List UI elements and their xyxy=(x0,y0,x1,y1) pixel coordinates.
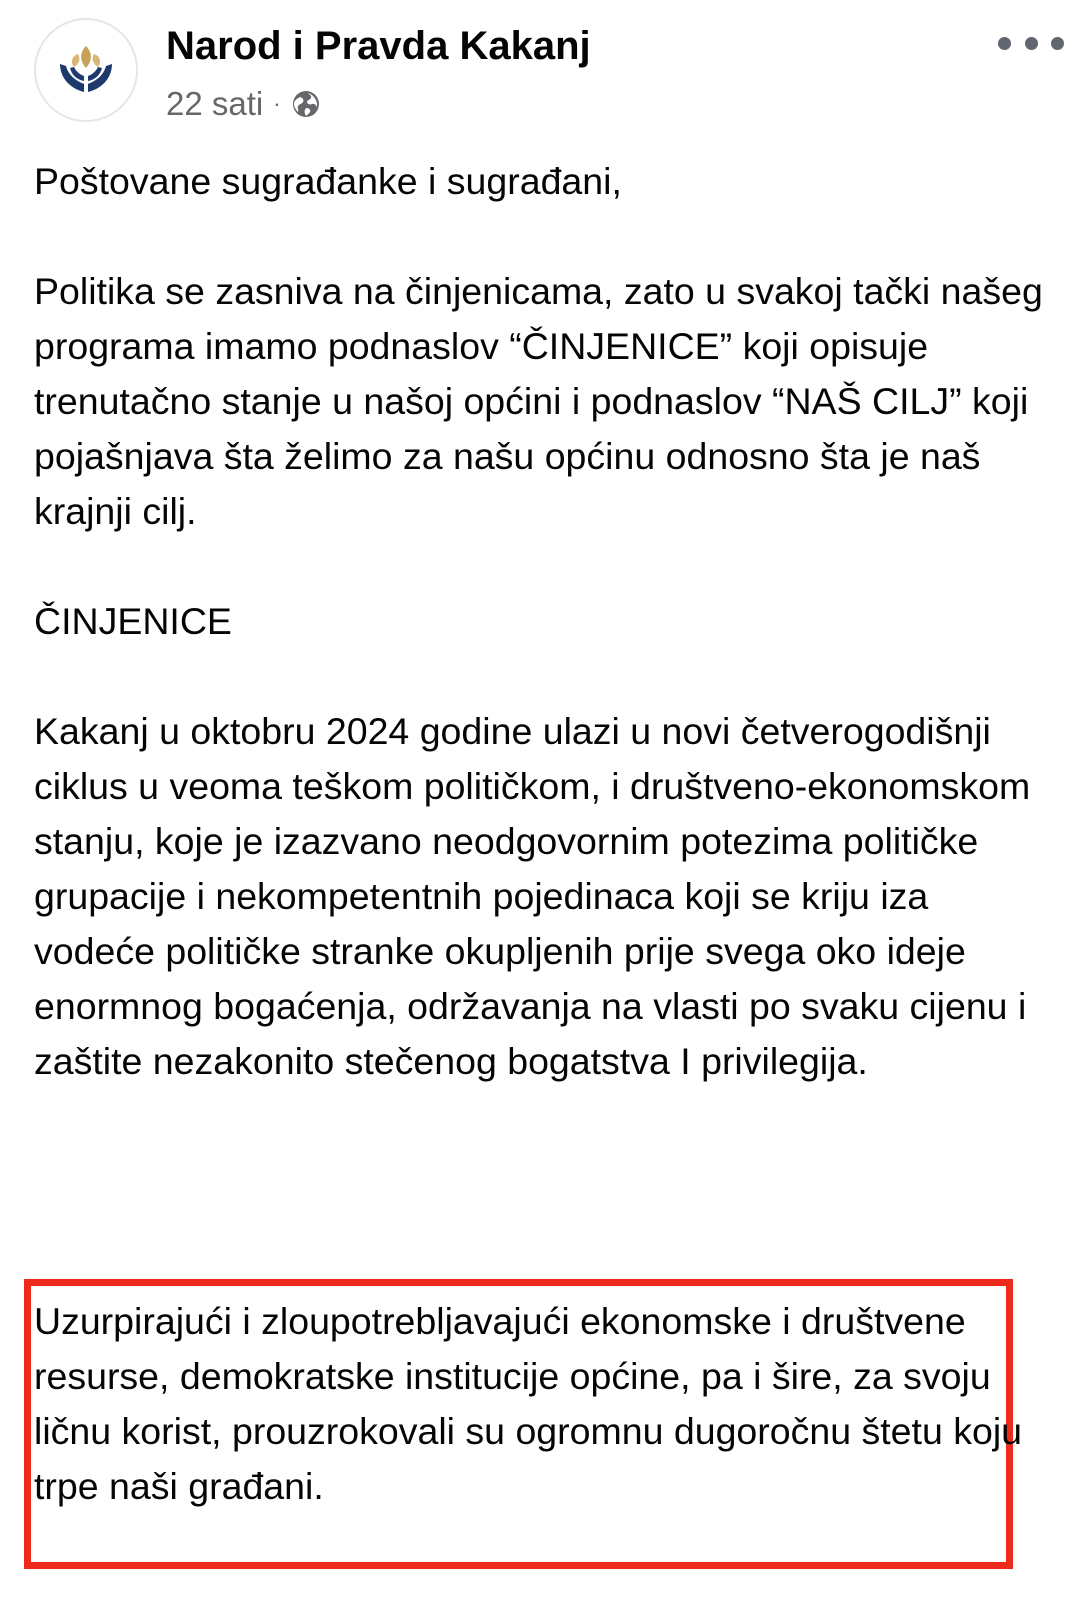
globe-icon[interactable] xyxy=(291,89,321,119)
page-name-link[interactable]: Narod i Pravda Kakanj xyxy=(166,24,591,68)
post-timestamp[interactable]: 22 sati xyxy=(166,85,264,122)
meta-separator: · xyxy=(273,91,281,116)
post-paragraph: Kakanj u oktobru 2024 godine ulazi u novi četverogodišnji ciklus u veoma teškom političkom, i društveno-ekonomskom stanju, koje je izazvano neodgovornim potezima političke grupacije i nekompetentnih pojedinaca koji se kriju iza vodeće političke stranke okupljenih prije svega oko ideje enormnog bogaćenja, održavanja na vlasti po svaku cijenu i zaštite nezakonito stečenog bogatstva I privilegija. xyxy=(34,710,1031,1082)
more-options-icon[interactable] xyxy=(998,26,1064,60)
more-dot xyxy=(998,37,1011,50)
more-dot xyxy=(1051,37,1064,50)
post-meta xyxy=(166,82,321,126)
post-header xyxy=(0,0,1080,140)
post-paragraph: Politika se zasniva na činjenicama, zato u svakoj tački našeg programa imamo podnaslov “ČINJENICE” koji opisuje trenutačno stanje u našoj općini i podnaslov “NAŠ CILJ” koji pojašnjava šta želimo za našu općinu odnosno šta je naš krajnji cilj. xyxy=(34,270,1043,532)
party-logo-icon xyxy=(36,20,136,120)
section-heading: ČINJENICE xyxy=(34,600,232,642)
more-dot xyxy=(1025,37,1038,50)
page-avatar[interactable] xyxy=(34,18,138,122)
post-body xyxy=(34,154,1044,1089)
post-greeting: Poštovane sugrađanke i sugrađani, xyxy=(34,160,622,202)
highlighted-paragraph: Uzurpirajući i zloupotrebljavajući ekonomske i društvene resurse, demokratske institucije općine, pa i šire, za svoju ličnu korist, prouzrokovali su ogromnu dugoročnu štetu koju trpe naši građani. xyxy=(34,1300,1023,1507)
